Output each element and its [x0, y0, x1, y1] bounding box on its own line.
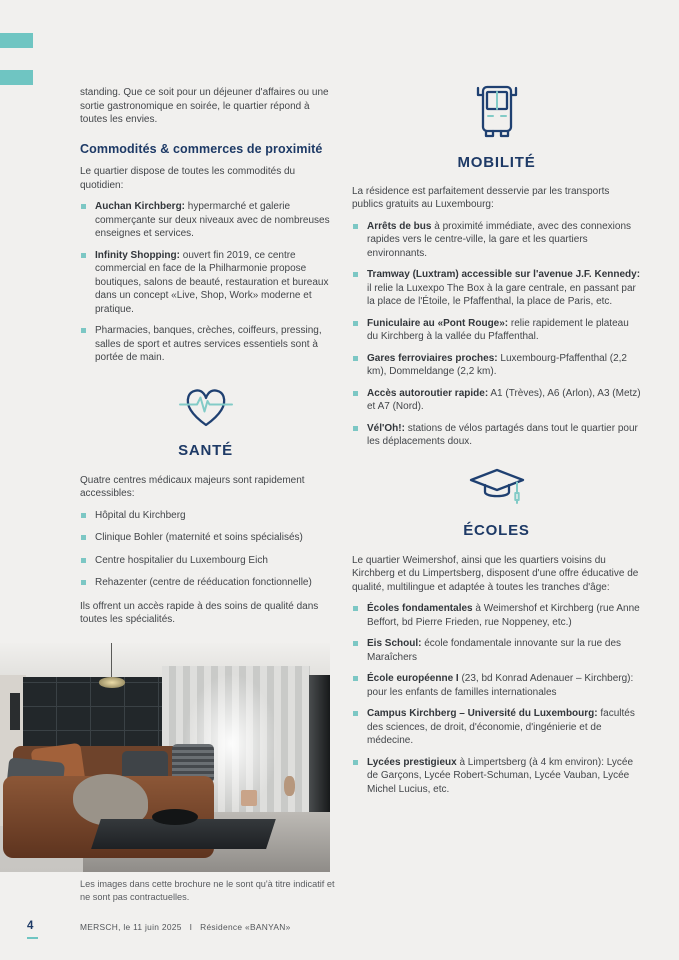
item-text: à proximité immédiate, avec des connexions rapides vers le centre-ville, la gare et les quartiers environnants.: [367, 220, 632, 259]
commodites-lead: Le quartier dispose de toutes les commodités du quotidien:: [80, 166, 296, 191]
ecoles-lead: Le quartier Weimershof, ainsi que les quartiers voisins du Kirchberg et du Limpertsberg, disposent d'une offre éducative de qualité, multilingue et adaptée à toutes les tranches d'âge:: [352, 554, 639, 593]
item-text: à Weimershof et Kirchberg (rue Anne Beffort, bd Pierre Frieden, rue Noppeney, etc.): [367, 603, 640, 628]
item-text: stations de vélos partagés dans tout le quartier pour les déplacements doux.: [367, 422, 638, 448]
item-lead: Arrêts de bus: [367, 220, 432, 232]
item-lead: Campus Kirchberg – Université du Luxembourg:: [367, 708, 598, 719]
list-item: [352, 672, 641, 699]
photo-decor: [284, 776, 296, 797]
item-lead: École européenne I: [367, 673, 459, 684]
photo-lamp-cord: [111, 643, 112, 680]
item-lead: Infinity Shopping:: [95, 249, 180, 261]
list-item: [352, 637, 641, 664]
commodites-list: [80, 200, 331, 365]
item-lead: Funiculaire au «Pont Rouge»:: [367, 317, 509, 329]
item-text: il relie la Luxexpo The Box à la gare centrale, en passant par la place de l'Étoile, le Pfaffenthal, la place de Paris, etc.: [367, 282, 636, 308]
item-text: Luxembourg-Pfaffenthal (2,2 km), Dommeldange (2,2 km).: [367, 352, 627, 378]
item-text: Hôpital du Kirchberg: [95, 509, 186, 521]
sante-icon-block: [80, 381, 331, 436]
list-item: [80, 509, 331, 523]
list-item: [352, 387, 641, 414]
item-text: à Limpertsberg (à 4 km environ): Lycée de Garçons, Lycée Robert-Schuman, Lycée Vauban, Lycée Michel Lucius, etc.: [367, 756, 634, 795]
photo-caption: Les images dans cette brochure ne le sont qu'à titre indicatif et ne sont pas contractuelles.: [80, 879, 335, 902]
mobilite-lead: La résidence est parfaitement desservie par les transports publics gratuits au Luxembourg:: [352, 185, 610, 211]
item-lead: Tramway (Luxtram) accessible sur l'avenue J.F. Kennedy:: [367, 269, 641, 281]
corner-accent-bar: [0, 70, 33, 85]
sante-closing: Ils offrent un accès rapide à des soins de qualité dans toutes les spécialités.: [80, 600, 319, 626]
sante-heading: SANTÉ: [178, 442, 233, 460]
list-item: [352, 220, 641, 261]
bus-icon: [472, 82, 522, 142]
item-text: Pharmacies, banques, crèches, coiffeurs, pressing, salles de sport et autres services essentiels sont à portée de main.: [95, 325, 322, 364]
footer-line: MERSCH, le 11 juin 2025 I Résidence «BANYAN»: [80, 922, 291, 932]
photo-pendant-lamp: [99, 677, 125, 687]
list-item: [352, 602, 641, 629]
mobilite-icon-block: [352, 82, 641, 147]
sante-list: [80, 509, 331, 590]
item-text: A1 (Trèves), A6 (Arlon), A3 (Metz) et A7 (Nord).: [367, 387, 641, 413]
ecoles-list: [352, 602, 641, 796]
item-lead: Accès autoroutier rapide:: [367, 387, 489, 399]
commodites-heading: Commodités & commerces de proximité: [80, 141, 323, 156]
corner-accent-bar: [0, 33, 33, 48]
item-text: Clinique Bohler (maternité et soins spécialisés): [95, 532, 303, 544]
interior-photo: [0, 643, 330, 872]
intro-paragraph: standing. Que ce soit pour un déjeuner d'affaires ou une sortie gastronomique en soirée, le quartier répond à toutes les envies.: [80, 87, 329, 125]
mobilite-heading: MOBILITÉ: [457, 153, 536, 171]
item-lead: Lycées prestigieux: [367, 756, 457, 768]
item-lead: Auchan Kirchberg:: [95, 201, 186, 213]
list-item: [352, 268, 641, 309]
ecoles-heading: ÉCOLES: [463, 522, 530, 540]
list-item: [352, 352, 641, 379]
item-text: Rehazenter (centre de rééducation fonctionnelle): [95, 577, 312, 589]
left-column: [80, 86, 331, 635]
page-number: [27, 919, 38, 939]
item-lead: Vél'Oh!:: [367, 422, 405, 434]
sante-lead: Quatre centres médicaux majeurs sont rapidement accessibles:: [80, 474, 305, 500]
list-item: [80, 324, 331, 365]
graduation-cap-icon: [466, 465, 528, 511]
ecoles-icon-block: [352, 465, 641, 516]
mobilite-list: [352, 220, 641, 449]
right-column: [352, 82, 641, 806]
item-text: Centre hospitalier du Luxembourg Eich: [95, 554, 268, 566]
item-lead: Eis Schoul:: [367, 638, 422, 649]
item-text: école fondamentale innovante sur la rue des Maraîchers: [367, 638, 622, 663]
item-lead: Gares ferroviaires proches:: [367, 352, 498, 364]
list-item: [80, 249, 331, 317]
item-text: facultés des sciences, de droit, d'économie, d'ingénierie et de médecine.: [367, 708, 635, 746]
list-item: [352, 422, 641, 449]
list-item: [352, 756, 641, 797]
list-item: [80, 576, 331, 590]
list-item: [80, 554, 331, 568]
photo-decor: [241, 790, 258, 806]
item-text: (23, bd Konrad Adenauer – Kirchberg): pour les enfants de familles internationales: [367, 673, 634, 698]
page-number-value: 4: [27, 920, 34, 932]
photo-bowl: [152, 809, 198, 825]
item-text: ouvert fin 2019, ce centre commercial en face de la Philharmonie propose boutiques, salons de beauté, restauration et bureaux dans un concept «Live, Shop, Work» moderne et pratique.: [95, 249, 329, 315]
list-item: [352, 317, 641, 344]
heart-pulse-icon: [178, 381, 234, 431]
item-text: relie rapidement le plateau du Kirchberg à la vallée du Pfaffenthal.: [367, 317, 629, 343]
list-item: [352, 707, 641, 748]
item-text: hypermarché et galerie commerçante sur deux niveaux avec de nombreuses enseignes et services.: [95, 201, 330, 240]
list-item: [80, 200, 331, 241]
page-number-accent: [27, 937, 38, 939]
photo-speaker: [10, 693, 20, 730]
list-item: [80, 531, 331, 545]
item-lead: Écoles fondamentales: [367, 603, 473, 614]
